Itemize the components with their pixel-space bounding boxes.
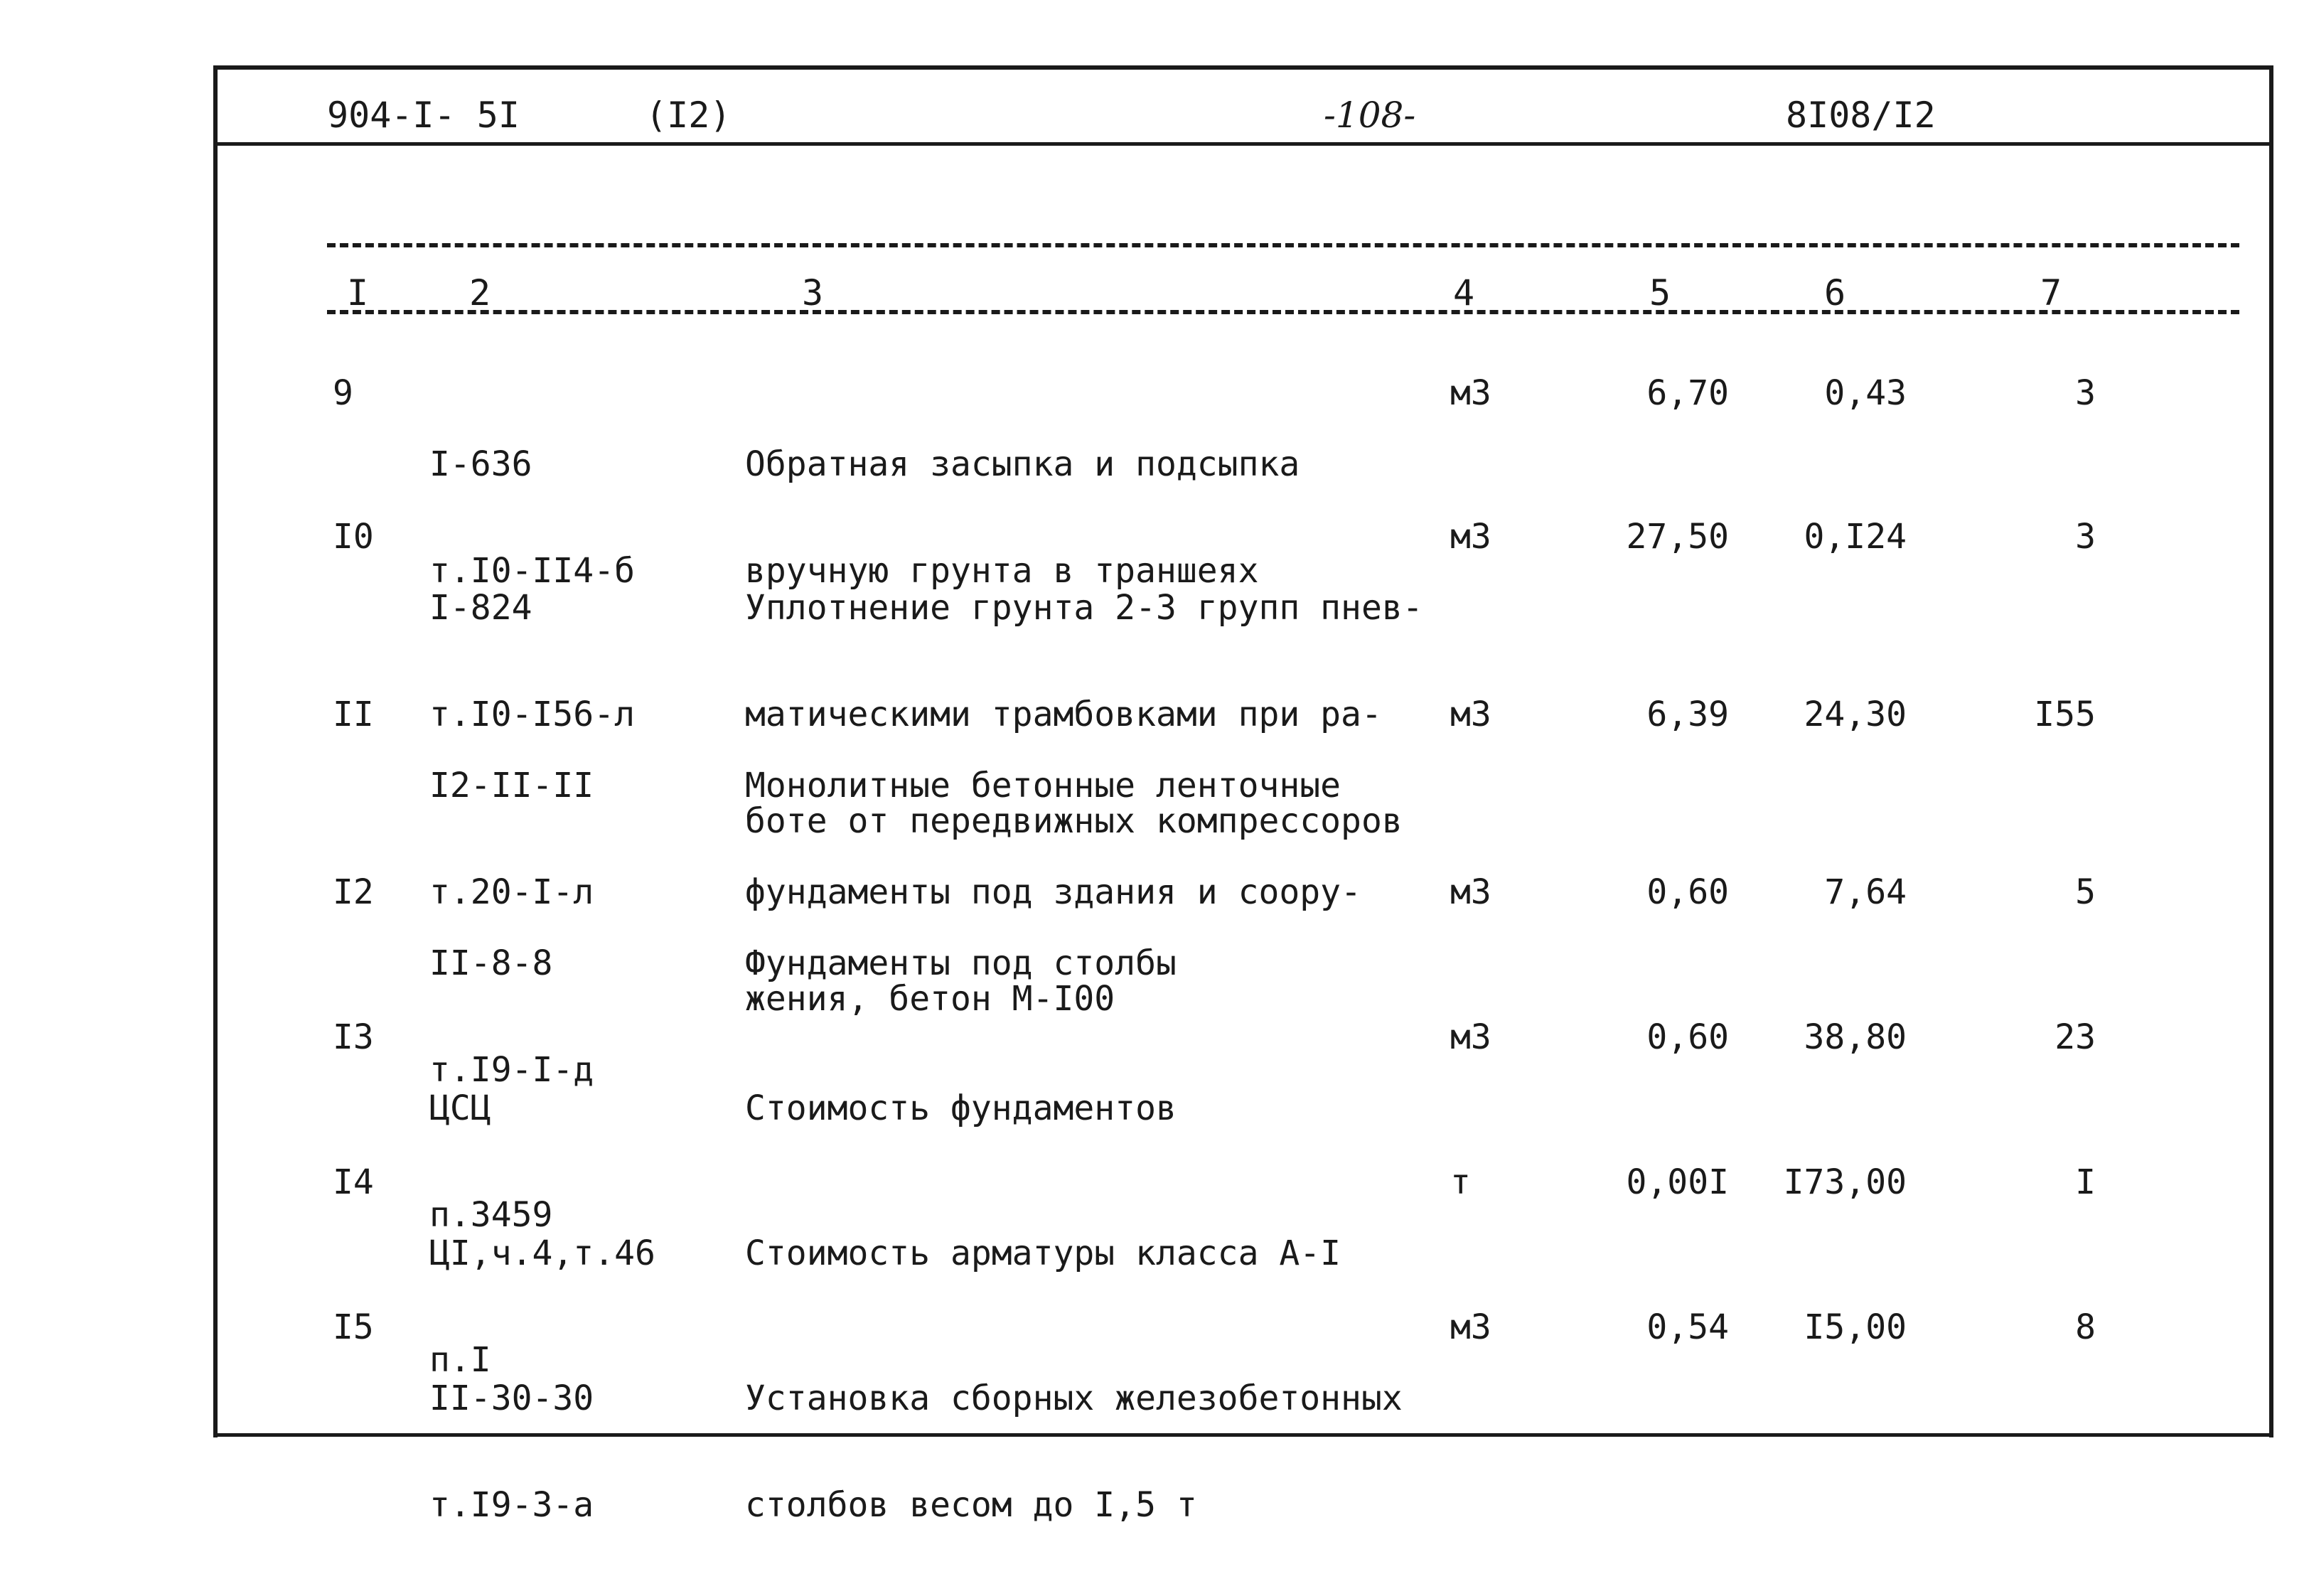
description-line: столбов весом до I,5 т — [745, 1485, 1197, 1525]
total-cost: 3 — [2075, 517, 2096, 557]
row-number: I0 — [333, 517, 374, 557]
column-number-1: I — [347, 272, 369, 314]
total-cost: 3 — [2075, 373, 2096, 413]
rate-code-line: ЦI,ч.4,т.46 — [429, 1233, 655, 1273]
rate-code-line: п.3459 — [429, 1195, 553, 1235]
header-rule — [213, 142, 2273, 146]
rate-code-line: II-30-30 — [429, 1378, 594, 1418]
doc-code: 904-I- 5I — [327, 95, 520, 136]
rate-code-line: I-824 — [429, 588, 532, 628]
page-number: -108- — [1324, 95, 1416, 136]
unit-price: I5,00 — [1804, 1307, 1907, 1347]
quantity: 6,70 — [1646, 373, 1729, 413]
total-cost: I55 — [2034, 695, 2096, 734]
description-line: Стоимость арматуры класса А-I — [745, 1233, 1341, 1273]
unit-price: 24,30 — [1804, 695, 1907, 734]
unit-price: 0,43 — [1824, 373, 1907, 413]
description-line: Фундаменты под столбы — [745, 943, 1177, 983]
column-number-6: 6 — [1824, 272, 1846, 314]
rate-code-line: ЦСЦ — [429, 1088, 491, 1128]
rate-code-line: т.I9-I-д — [429, 1050, 594, 1090]
unit: м3 — [1450, 1017, 1491, 1057]
rate-code-line: т.I0-II4-б — [429, 551, 635, 591]
rate-code-line: I2-II-II — [429, 766, 594, 805]
column-number-5: 5 — [1649, 272, 1671, 314]
unit: м3 — [1450, 872, 1491, 912]
rate-code-line: п.I — [429, 1340, 491, 1380]
description-line: Уплотнение грунта 2-3 групп пнев- — [745, 588, 1423, 628]
description-line: Установка сборных железобетонных — [745, 1378, 1403, 1418]
unit: м3 — [1450, 695, 1491, 734]
rate-code — [429, 1310, 594, 1594]
description-line: матическими трамбовками при ра- — [745, 695, 1382, 734]
table-top-dashed-rule — [327, 243, 2239, 247]
quantity: 6,39 — [1646, 695, 1729, 734]
quantity: 27,50 — [1626, 517, 1729, 557]
row-number: I5 — [333, 1307, 374, 1347]
description-line: Стоимость фундаментов — [745, 1088, 1177, 1128]
description-line: боте от передвижных компрессоров — [745, 801, 1403, 841]
row-number: 9 — [333, 373, 353, 413]
quantity: 0,00I — [1626, 1162, 1729, 1202]
column-number-3: 3 — [802, 272, 824, 314]
unit: т — [1450, 1162, 1471, 1202]
column-number-4: 4 — [1453, 272, 1475, 314]
rate-code-line: т.20-I-л — [429, 872, 594, 912]
total-cost: I — [2075, 1162, 2096, 1202]
description-line: жения, бетон М-I00 — [745, 979, 1115, 1019]
unit: м3 — [1450, 373, 1491, 413]
rate-code-line: I-636 — [429, 444, 532, 484]
work-description — [745, 1310, 1403, 1594]
rate-code-line: т.I9-3-а — [429, 1485, 594, 1525]
quantity: 0,60 — [1646, 1017, 1729, 1057]
total-cost: 5 — [2075, 872, 2096, 912]
total-cost: 8 — [2075, 1307, 2096, 1347]
quantity: 0,60 — [1646, 872, 1729, 912]
rate-code-line: т.I0-I56-л — [429, 695, 635, 734]
unit-price: 0,I24 — [1804, 517, 1907, 557]
description-line: фундаменты под здания и соору- — [745, 872, 1361, 912]
unit-price: 38,80 — [1804, 1017, 1907, 1057]
row-number: I3 — [333, 1017, 374, 1057]
unit-price: 7,64 — [1824, 872, 1907, 912]
table-header-dashed-rule — [327, 310, 2239, 314]
row-number: I2 — [333, 872, 374, 912]
column-number-7: 7 — [2040, 272, 2062, 314]
description-line: Монолитные бетонные ленточные — [745, 766, 1341, 805]
sheet-ref: (I2) — [645, 95, 732, 136]
row-number: II — [333, 695, 374, 734]
unit: м3 — [1450, 1307, 1491, 1347]
quantity: 0,54 — [1646, 1307, 1729, 1347]
description-line: вручную грунта в траншеях — [745, 551, 1259, 591]
total-cost: 23 — [2054, 1017, 2096, 1057]
doc-number: 8I08/I2 — [1786, 95, 1936, 136]
description-line: Обратная засыпка и подсыпка — [745, 444, 1300, 484]
unit-price: I73,00 — [1783, 1162, 1907, 1202]
row-number: I4 — [333, 1162, 374, 1202]
rate-code-line: II-8-8 — [429, 943, 553, 983]
column-number-2: 2 — [469, 272, 491, 314]
unit: м3 — [1450, 517, 1491, 557]
